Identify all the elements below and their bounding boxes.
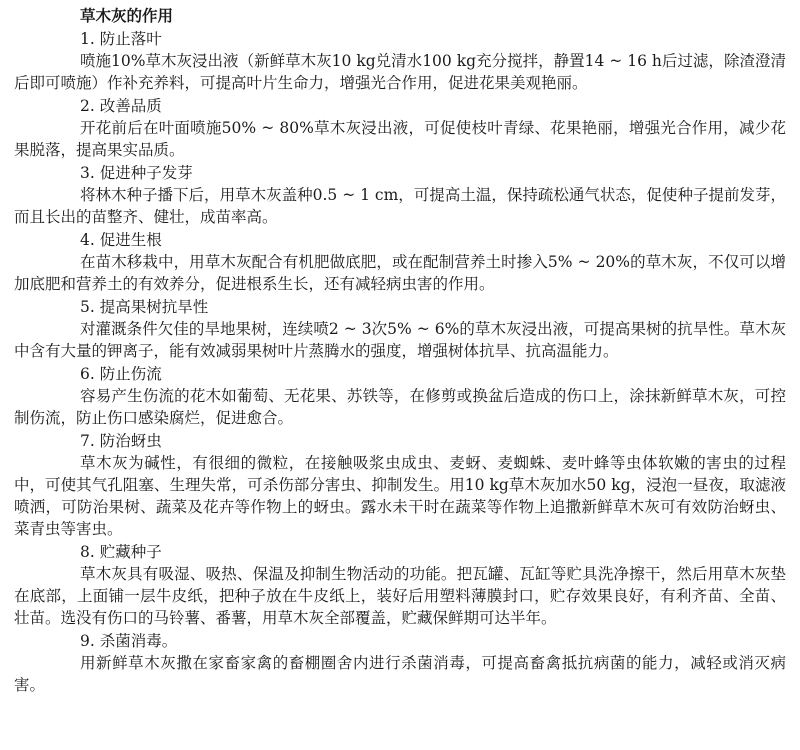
section-body: 对灌溉条件欠佳的旱地果树，连续喷2 ~ 3次5% ~ 6%的草木灰浸出液，可提高果树的抗旱性。草木灰中含有大量的钾离子，能有效减弱果树叶片蒸腾水的强度，增强树体抗旱、抗高温能力。 bbox=[14, 320, 786, 360]
section-body: 在苗木移栽中，用草木灰配合有机肥做底肥，或在配制营养土时掺入5% ~ 20%的草木灰，不仅可以增加底肥和营养土的有效养分，促进根系生长，还有减轻病虫害的作用。 bbox=[14, 253, 786, 293]
section-heading: 6. 防止伤流 bbox=[80, 365, 162, 383]
section-body: 容易产生伤流的花木如葡萄、无花果、苏铁等，在修剪或换盆后造成的伤口上，涂抹新鲜草木灰，可控制伤流，防止伤口感染腐烂，促进愈合。 bbox=[14, 387, 786, 427]
section-heading: 8. 贮藏种子 bbox=[80, 543, 162, 561]
section-7 bbox=[14, 430, 786, 540]
section-8 bbox=[14, 541, 786, 629]
section-4 bbox=[14, 229, 786, 295]
section-2 bbox=[14, 95, 786, 161]
section-body: 喷施10%草木灰浸出液（新鲜草木灰10 kg兑清水100 kg充分搅拌，静置14 ~ 16 h后过滤，除渣澄清后即可喷施）作补充养料，可提高叶片生命力，增强光合作用，促进花果美观艳丽。 bbox=[14, 52, 786, 92]
section-heading: 4. 促进生根 bbox=[80, 231, 162, 249]
section-heading: 2. 改善品质 bbox=[80, 97, 162, 115]
section-heading: 9. 杀菌消毒。 bbox=[80, 632, 178, 650]
document-title: 草木灰的作用 bbox=[80, 7, 174, 25]
section-9 bbox=[14, 630, 786, 696]
section-heading: 5. 提高果树抗旱性 bbox=[80, 298, 209, 316]
section-6 bbox=[14, 363, 786, 429]
section-5 bbox=[14, 296, 786, 362]
section-heading: 7. 防治蚜虫 bbox=[80, 432, 162, 450]
section-body: 草木灰为碱性，有很细的微粒，在接触吸浆虫成虫、麦蚜、麦蜘蛛、麦叶蜂等虫体软嫩的害虫的过程中，可使其气孔阻塞、生理失常，可杀伤部分害虫、抑制发生。用10 kg草木灰加水50 kg，浸泡一昼夜，取滤液喷洒，可防治果树、蔬菜及花卉等作物上的蚜虫。露水未干时在蔬菜等作物上追撒新鲜草木灰可有效防治蚜虫、菜青虫等害虫。 bbox=[14, 454, 786, 538]
section-body: 开花前后在叶面喷施50% ~ 80%草木灰浸出液，可促使枝叶青绿、花果艳丽，增强光合作用，减少花果脱落，提高果实品质。 bbox=[14, 119, 786, 159]
section-heading: 1. 防止落叶 bbox=[80, 30, 162, 48]
section-1 bbox=[14, 28, 786, 94]
section-3 bbox=[14, 162, 786, 228]
section-heading: 3. 促进种子发芽 bbox=[80, 164, 193, 182]
section-body: 将林木种子播下后，用草木灰盖种0.5 ~ 1 cm，可提高土温，保持疏松通气状态，促使种子提前发芽，而且长出的苗整齐、健壮，成苗率高。 bbox=[14, 186, 786, 226]
section-body: 草木灰具有吸湿、吸热、保温及抑制生物活动的功能。把瓦罐、瓦缸等贮具洗净擦干，然后用草木灰垫在底部，上面铺一层牛皮纸，把种子放在牛皮纸上，装好后用塑料薄膜封口，贮存效果良好，有利齐苗、全苗、壮苗。选没有伤口的马铃薯、番薯，用草木灰全部覆盖，贮藏保鲜期可达半年。 bbox=[14, 565, 786, 627]
section-body: 用新鲜草木灰撒在家畜家禽的畜棚圈舍内进行杀菌消毒，可提高畜禽抵抗病菌的能力，减轻或消灭病害。 bbox=[14, 654, 786, 694]
